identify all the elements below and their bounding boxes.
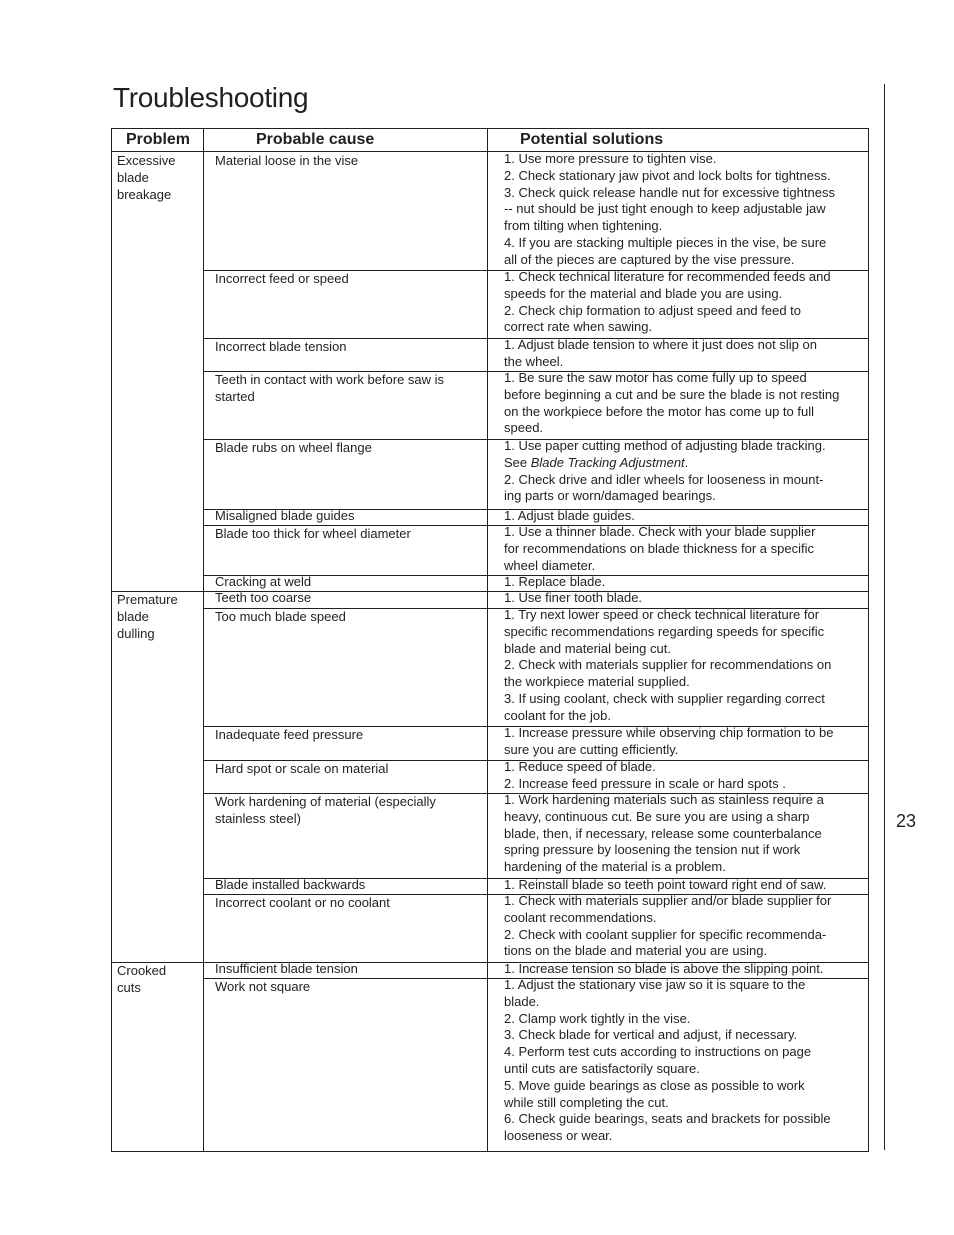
text-line: blade	[117, 169, 149, 185]
solution-cell	[504, 792, 870, 876]
cause-cell	[215, 339, 485, 356]
solution-cell	[504, 590, 870, 607]
text-line: Teeth in contact with work before saw is	[215, 372, 445, 387]
solution-cell	[504, 151, 870, 269]
text-line: blade, then, if necessary, release some counterbalance	[504, 825, 822, 841]
text-line: 2. Increase feed pressure in scale or hard spots .	[504, 775, 786, 791]
text-line: 1. Work hardening materials such as stainless require a	[504, 792, 824, 807]
text-line: 1. Reduce speed of blade.	[504, 759, 656, 774]
emphasis-text: Blade Tracking Adjustment	[530, 454, 685, 470]
text-line: ing parts or worn/damaged bearings.	[504, 488, 716, 504]
text-line: stainless steel)	[215, 810, 301, 826]
solution-cell	[504, 961, 870, 978]
text-line: 1. Be sure the saw motor has come fully up to speed	[504, 370, 807, 385]
text-line: Crooked	[117, 963, 167, 978]
text-line: Incorrect feed or speed	[215, 271, 349, 286]
text-line: dulling	[117, 625, 155, 641]
solution-cell	[504, 759, 870, 793]
text-line: 1. Increase tension so blade is above the slipping point.	[504, 961, 824, 976]
text-line: coolant for the job.	[504, 707, 611, 723]
text-line: 3. Check blade for vertical and adjust, if necessary.	[504, 1027, 798, 1043]
text-line: the wheel.	[504, 353, 564, 369]
text-line: 1. Replace blade.	[504, 574, 606, 589]
text-line: 2. Check with coolant supplier for specific recommenda-	[504, 926, 827, 942]
cause-cell	[215, 609, 485, 626]
text-line: 2. Clamp work tightly in the vise.	[504, 1010, 691, 1026]
text-line: 1. Try next lower speed or check technical literature for	[504, 607, 820, 622]
text-line: correct rate when sawing.	[504, 319, 653, 335]
text-line: Teeth too coarse	[215, 590, 312, 605]
text-line: Cracking at weld	[215, 574, 312, 589]
text-line: 1. Use finer tooth blade.	[504, 590, 643, 605]
text-line: 1. Increase pressure while observing chip formation to be	[504, 725, 834, 740]
text-line: -- nut should be just tight enough to keep adjustable jaw	[504, 201, 826, 217]
text-line: coolant recommendations.	[504, 909, 657, 925]
text-line: sure you are cutting efficiently.	[504, 741, 679, 757]
header-probable-cause: Probable cause	[256, 131, 375, 148]
text-line: all of the pieces are captured by the vise pressure.	[504, 251, 795, 267]
text-line: for recommendations on blade thickness for a specific	[504, 540, 814, 556]
text-line: 1. Adjust blade tension to where it just does not slip on	[504, 337, 817, 352]
text-line: 3. If using coolant, check with supplier regarding correct	[504, 690, 825, 706]
text-line: breakage	[117, 186, 172, 202]
cause-cell	[215, 440, 485, 457]
cause-cell	[215, 761, 485, 778]
cause-cell	[215, 372, 485, 406]
text-line: from tilting when tightening.	[504, 218, 663, 234]
text-line: Work not square	[215, 979, 311, 994]
text-line: Incorrect blade tension	[215, 339, 347, 354]
cause-cell	[215, 794, 485, 828]
punctuation: .	[684, 454, 689, 470]
text-line: 5. Move guide bearings as close as possible to work	[504, 1077, 805, 1093]
cause-cell	[215, 574, 485, 591]
text-segment: See	[504, 454, 531, 470]
text-line: speed.	[504, 420, 544, 436]
text-line: before beginning a cut and be sure the blade is not resting	[504, 386, 840, 402]
text-line: Excessive	[117, 153, 176, 168]
text-line: 1. Use paper cutting method of adjusting blade tracking.	[504, 438, 826, 453]
margin-rule	[884, 84, 885, 1150]
text-line: 2. Check drive and idler wheels for looseness in mount-	[504, 471, 824, 487]
text-line: blade and material being cut.	[504, 640, 671, 656]
text-line: started	[215, 388, 255, 404]
text-line: Incorrect coolant or no coolant	[215, 895, 390, 910]
text-line: 1. Use more pressure to tighten vise.	[504, 151, 717, 166]
text-line: Insufficient blade tension	[215, 961, 358, 976]
text-line: spring pressure by loosening the tension nut if work	[504, 842, 801, 858]
text-line: 6. Check guide bearings, seats and brackets for possible	[504, 1111, 831, 1127]
text-line: 4. Perform test cuts according to instructions on page	[504, 1044, 812, 1060]
solution-cell	[504, 893, 870, 960]
text-line: 2. Check chip formation to adjust speed and feed to	[504, 302, 802, 318]
solution-cell	[504, 574, 870, 591]
column-divider	[487, 129, 488, 1151]
text-line: Inadequate feed pressure	[215, 727, 364, 742]
text-line: speeds for the material and blade you are using.	[504, 285, 783, 301]
text-line: Premature	[117, 592, 178, 607]
solution-cell	[504, 725, 870, 759]
text-line: 1. Use a thinner blade. Check with your blade supplier	[504, 524, 816, 539]
problem-label	[117, 963, 201, 997]
text-line: on the workpiece before the motor has come up to full	[504, 403, 815, 419]
text-line: Blade rubs on wheel flange	[215, 440, 372, 455]
text-line: looseness or wear.	[504, 1128, 613, 1144]
solution-cell	[504, 607, 870, 725]
solution-cell	[504, 977, 870, 1145]
troubleshooting-table	[111, 128, 869, 1152]
cause-cell	[215, 526, 485, 543]
problem-label	[117, 592, 201, 642]
text-line: blade.	[504, 993, 540, 1009]
text-line: the workpiece material supplied.	[504, 674, 690, 690]
text-line: 2. Check with materials supplier for recommendations on	[504, 657, 832, 673]
text-line: 1. Check with materials supplier and/or blade supplier for	[504, 893, 832, 908]
solution-cell	[504, 370, 870, 437]
header-problem: Problem	[126, 131, 191, 148]
text-line: Blade too thick for wheel diameter	[215, 526, 411, 541]
text-line: blade	[117, 608, 149, 624]
cause-cell	[215, 877, 485, 894]
page-number: 23	[896, 811, 917, 831]
text-line: 3. Check quick release handle nut for excessive tightness	[504, 184, 835, 200]
text-line: specific recommendations regarding speeds for specific	[504, 623, 825, 639]
text-line: tions on the blade and material you are using.	[504, 943, 768, 959]
text-line: Too much blade speed	[215, 609, 346, 624]
cause-cell	[215, 979, 485, 996]
solution-cell	[504, 438, 870, 505]
column-divider	[203, 129, 204, 1151]
cause-cell	[215, 961, 485, 978]
cause-cell	[215, 508, 485, 525]
header-potential-solutions: Potential solutions	[520, 131, 664, 148]
text-line: 1. Reinstall blade so teeth point toward right end of saw.	[504, 877, 827, 892]
text-line: 1. Check technical literature for recommended feeds and	[504, 269, 831, 284]
solution-cell	[504, 269, 870, 336]
text-line: wheel diameter.	[504, 557, 596, 573]
text-line: 4. If you are stacking multiple pieces in the vise, be sure	[504, 234, 827, 250]
text-line	[504, 455, 870, 472]
text-line: heavy, continuous cut. Be sure you are using a sharp	[504, 808, 810, 824]
cause-cell	[215, 271, 485, 288]
text-line: 1. Adjust blade guides.	[504, 508, 635, 523]
page-title: Troubleshooting	[113, 82, 309, 113]
solution-cell	[504, 508, 870, 525]
text-line: Blade installed backwards	[215, 877, 366, 892]
text-line: 1. Adjust the stationary vise jaw so it is square to the	[504, 977, 806, 992]
text-line: while still completing the cut.	[504, 1094, 669, 1110]
text-line: 2. Check stationary jaw pivot and lock bolts for tightness.	[504, 167, 831, 183]
text-line: cuts	[117, 979, 141, 995]
problem-label	[117, 153, 201, 203]
solution-cell	[504, 877, 870, 894]
text-line: Misaligned blade guides	[215, 508, 355, 523]
text-line: Hard spot or scale on material	[215, 761, 389, 776]
solution-cell	[504, 524, 870, 574]
text-line: until cuts are satisfactorily square.	[504, 1060, 700, 1076]
cause-cell	[215, 895, 485, 912]
text-line: hardening of the material is a problem.	[504, 859, 726, 875]
text-line: Work hardening of material (especially	[215, 794, 436, 809]
cause-cell	[215, 727, 485, 744]
cause-cell	[215, 590, 485, 607]
solution-cell	[504, 337, 870, 371]
cause-cell	[215, 153, 485, 170]
text-line: Material loose in the vise	[215, 153, 359, 168]
